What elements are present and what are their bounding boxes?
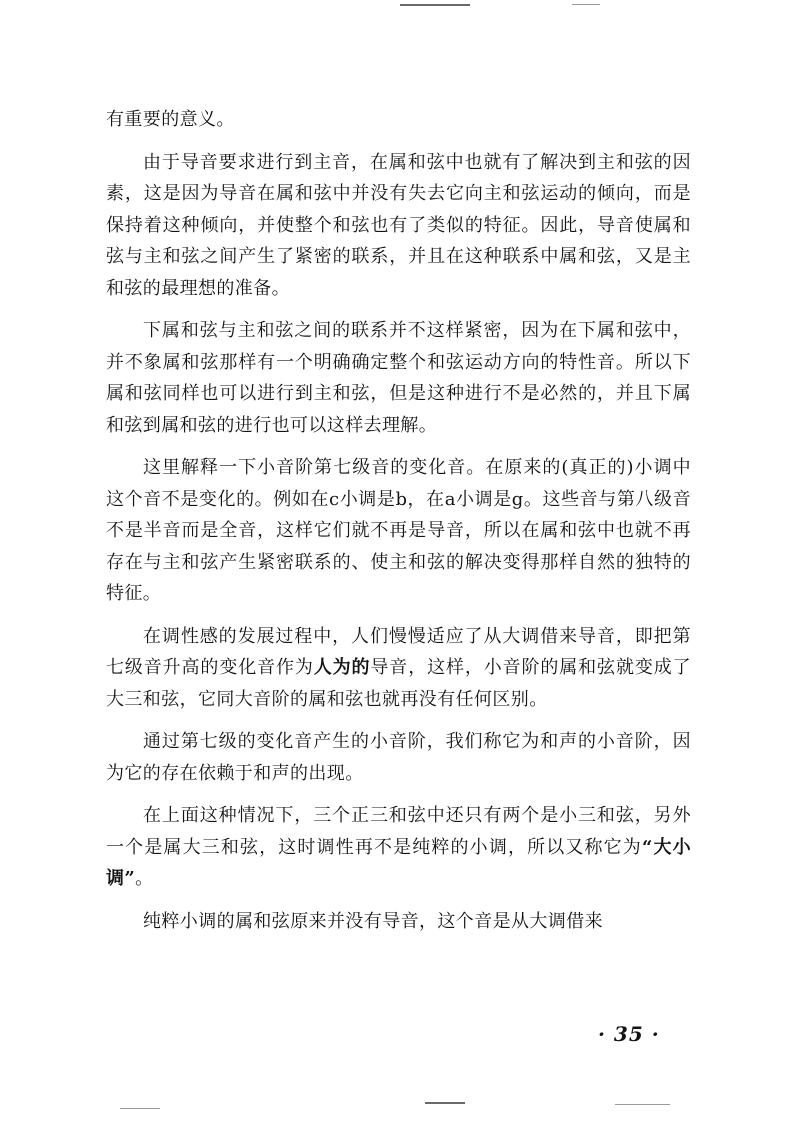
text-run: 有重要的意义。 bbox=[106, 109, 235, 130]
scan-artifact bbox=[572, 4, 600, 5]
scan-artifact bbox=[615, 1104, 670, 1105]
text-run: 在调性感的发展过程中，人们慢慢适应了从大调借来导音，即把第七级音升高的变化音作为 bbox=[106, 625, 691, 678]
text-run: 下属和弦与主和弦之间的联系并不这样紧密，因为在下属和弦中，并不象属和弦那样有一个明确确定整个和弦运动方向的特性音。所以下属和弦同样也可以进行到主和弦，但是这种进行不是必然的，并且下属和弦到属和弦的进行也可以这样去理解。 bbox=[106, 320, 691, 436]
emphasized-term: “大小调” bbox=[106, 836, 691, 889]
paragraph-1 bbox=[106, 104, 691, 136]
page-number: · 35 · bbox=[598, 1022, 660, 1046]
body-text bbox=[106, 104, 691, 937]
text-run: 导音，这样，小音阶的属和弦就变成了大三和弦，它同大音阶的属和弦也就再没有任何区别。 bbox=[106, 657, 691, 710]
paragraph-5 bbox=[106, 621, 691, 716]
scan-artifact bbox=[400, 4, 470, 6]
text-run: 这里解释一下小音阶第七级音的变化音。在原来的(真正的)小调中这个音不是变化的。例如在c小调是b，在a小调是g。这些音与第八级音不是半音而是全音，这样它们就不再是导音，所以在属和弦中也就不再存在与主和弦产生紧密联系的、使主和弦的解决变得那样自然的独特的特征。 bbox=[106, 457, 691, 604]
paragraph-7 bbox=[106, 800, 691, 895]
text-run: 通过第七级的变化音产生的小音阶，我们称它为和声的小音阶，因为它的存在依赖于和声的出现。 bbox=[106, 731, 691, 784]
text-run: 在上面这种情况下，三个正三和弦中还只有两个是小三和弦，另外一个是属大三和弦，这时调性再不是纯粹的小调，所以又称它为 bbox=[106, 805, 691, 858]
paragraph-4 bbox=[106, 452, 691, 610]
text-run: 纯粹小调的属和弦原来并没有导音，这个音是从大调借来 bbox=[143, 910, 603, 932]
text-run: 。 bbox=[135, 868, 154, 889]
paragraph-2 bbox=[106, 147, 691, 305]
paragraph-8 bbox=[106, 906, 691, 938]
emphasized-text: 人为的 bbox=[313, 657, 371, 678]
scan-artifact bbox=[120, 1108, 160, 1109]
text-run: 由于导音要求进行到主音，在属和弦中也就有了解决到主和弦的因素，这是因为导音在属和弦中并没有失去它向主和弦运动的倾向，而是保持着这种倾向，并使整个和弦也有了类似的特征。因此，导音使属和弦与主和弦之间产生了紧密的联系，并且在这种联系中属和弦，又是主和弦的最理想的准备。 bbox=[106, 151, 691, 299]
scan-artifact bbox=[425, 1102, 465, 1104]
paragraph-6 bbox=[106, 726, 691, 789]
paragraph-3 bbox=[106, 315, 691, 441]
